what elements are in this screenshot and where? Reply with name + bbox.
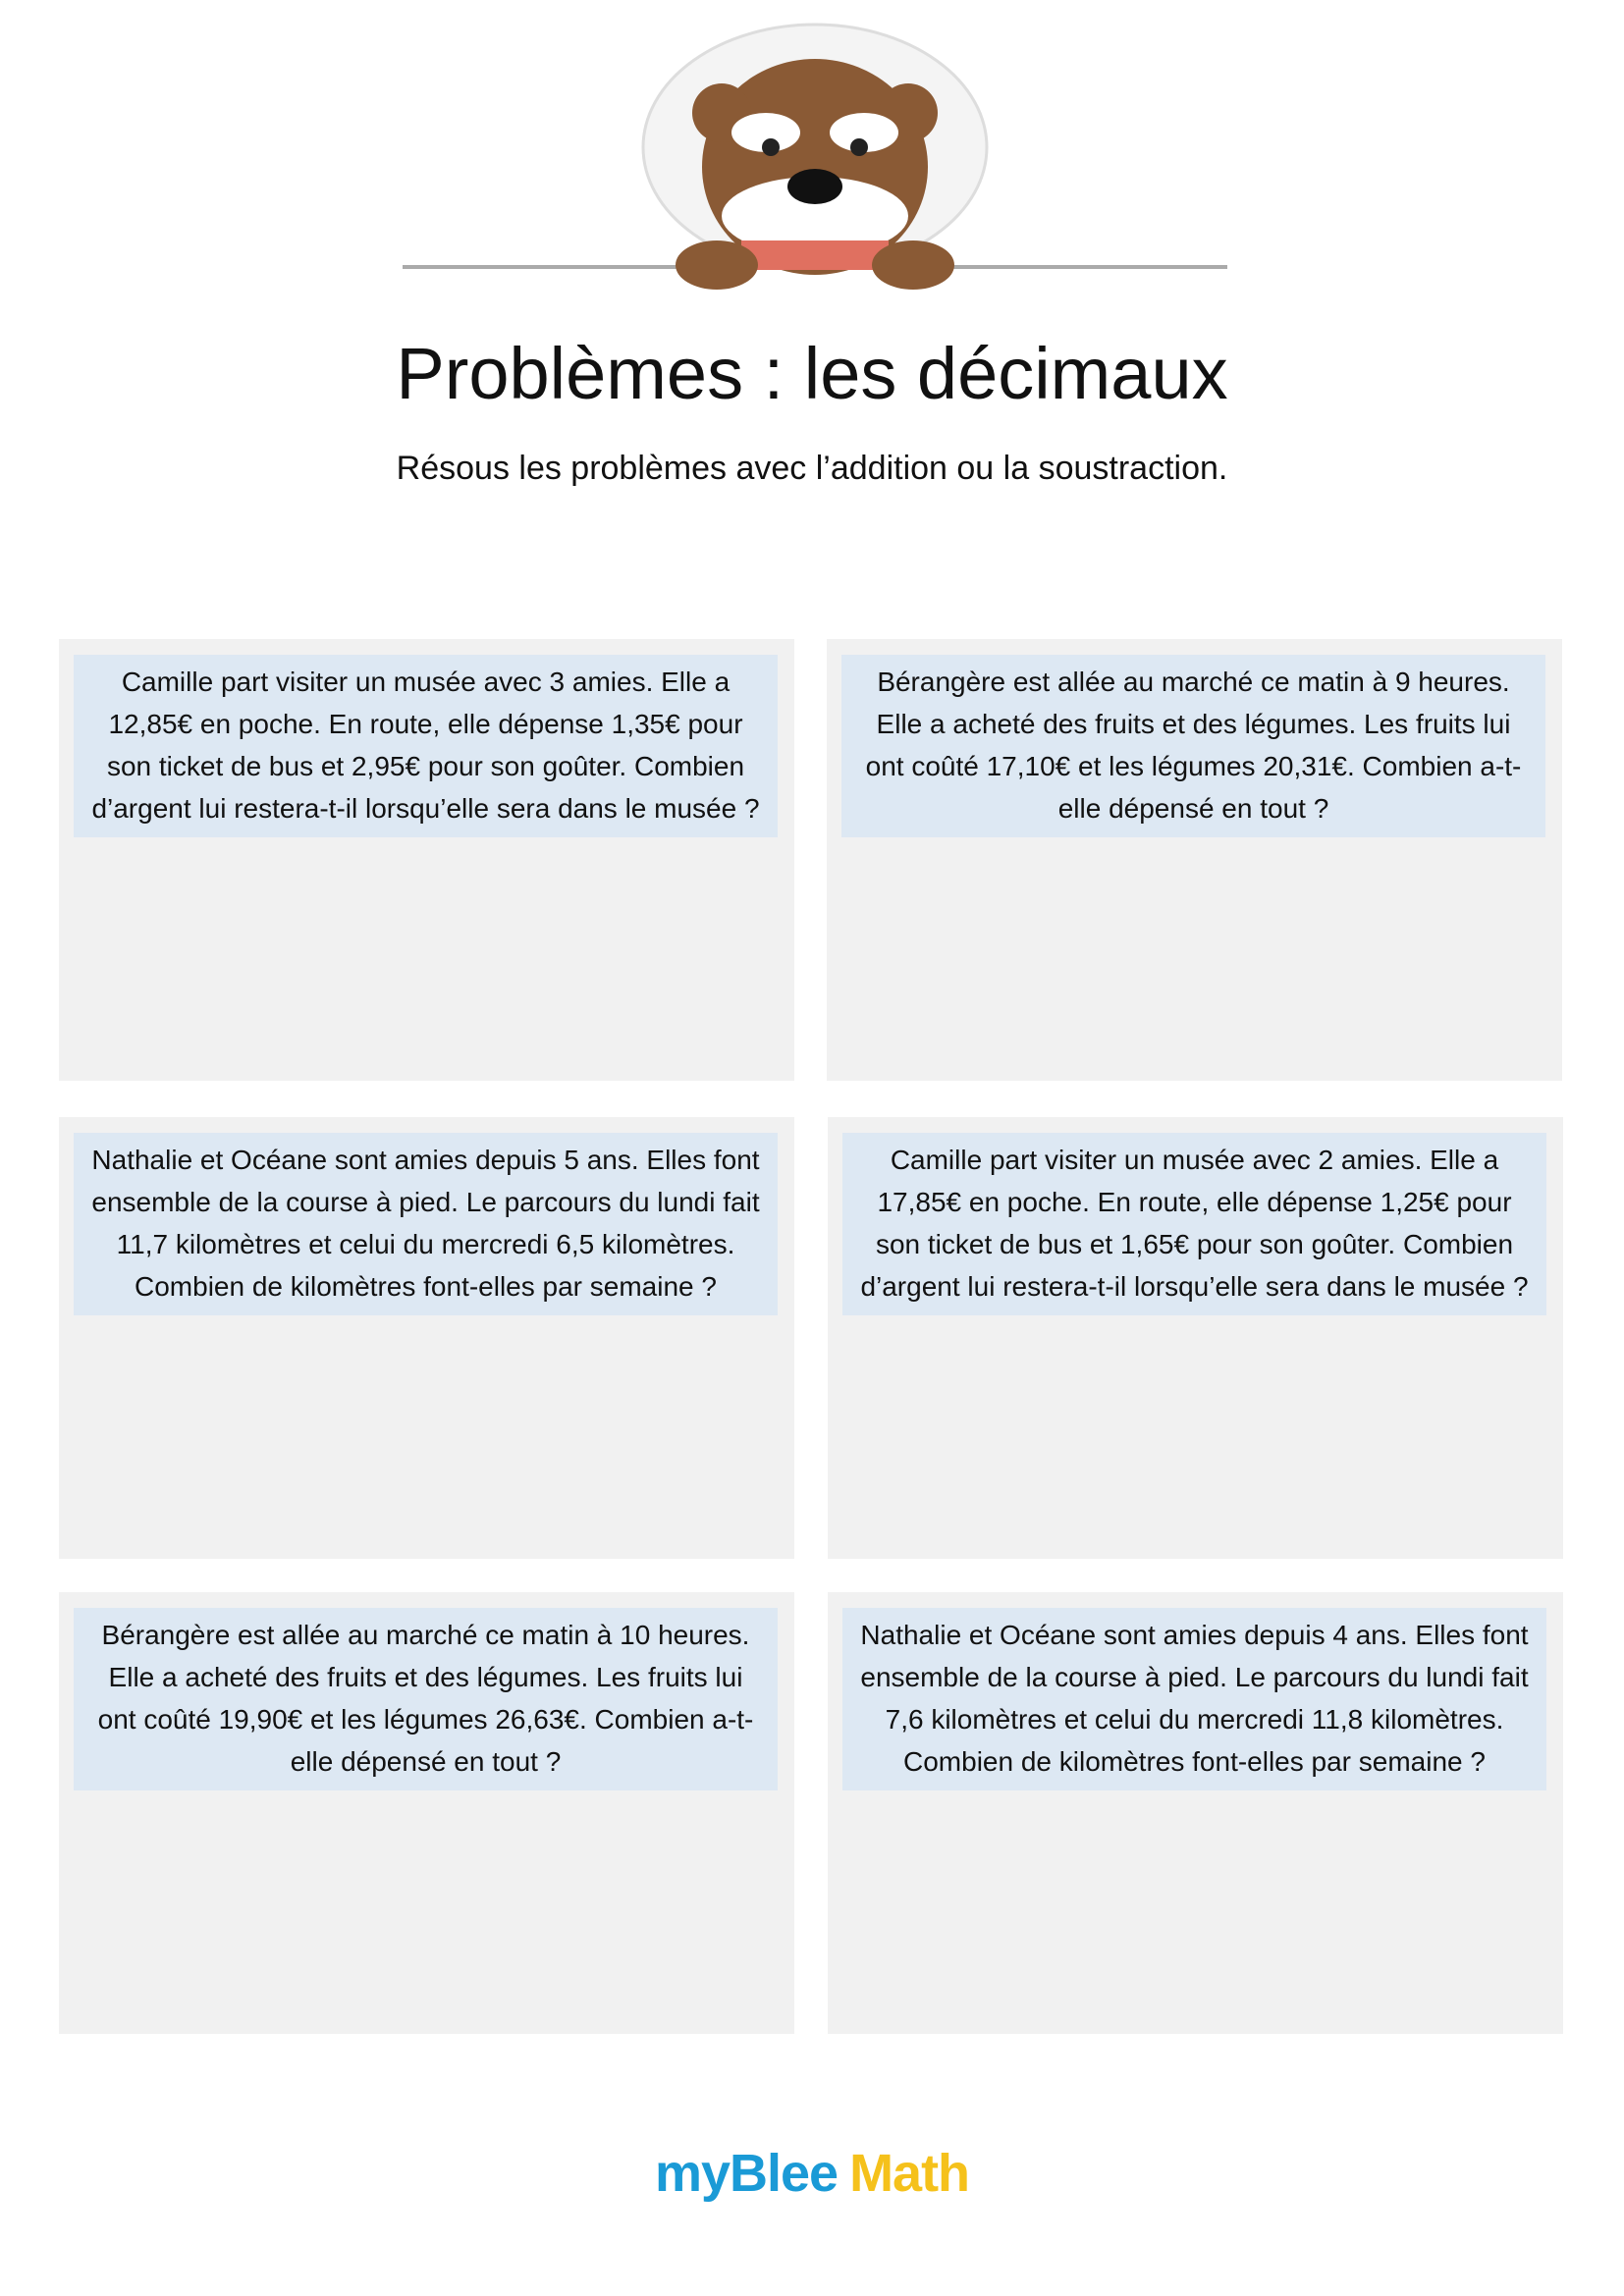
logo-myblee: myBlee xyxy=(654,2144,839,2203)
myblee-math-logo xyxy=(0,2143,1624,2204)
problem-card-4 xyxy=(828,1117,1563,1559)
problem-card-6 xyxy=(828,1592,1563,2034)
problem-text: Nathalie et Océane sont amies depuis 5 ans. Elles font ensemble de la course à pied. Le parcours du lundi fait 11,7 kilomètres et celui du mercredi 6,5 kilomètres. Combien de kilomètres font-elles par semaine ? xyxy=(74,1133,778,1315)
problem-text: Camille part visiter un musée avec 2 amies. Elle a 17,85€ en poche. En route, elle dépense 1,25€ pour son ticket de bus et 1,65€ pour son goûter. Combien d’argent lui restera-t-il lorsqu’elle sera dans le musée ? xyxy=(842,1133,1546,1315)
instructions: Résous les problèmes avec l’addition ou la soustraction. xyxy=(396,450,1228,487)
problem-text: Bérangère est allée au marché ce matin à 9 heures. Elle a acheté des fruits et des légumes. Les fruits lui ont coûté 17,10€ et les légumes 20,31€. Combien a-t-elle dépensé en tout ? xyxy=(841,655,1545,837)
bear-mascot-illustration xyxy=(398,20,1232,299)
problem-text: Bérangère est allée au marché ce matin à 10 heures. Elle a acheté des fruits et des légumes. Les fruits lui ont coûté 19,90€ et les légumes 26,63€. Combien a-t-elle dépensé en tout ? xyxy=(74,1608,778,1790)
problem-card-1 xyxy=(59,639,794,1081)
page-title: Problèmes : les décimaux xyxy=(396,333,1228,414)
logo-math: Math xyxy=(849,2144,970,2203)
problem-text: Nathalie et Océane sont amies depuis 4 ans. Elles font ensemble de la course à pied. Le parcours du lundi fait 7,6 kilomètres et celui du mercredi 11,8 kilomètres. Combien de kilomètres font-elles par semaine ? xyxy=(842,1608,1546,1790)
problem-text: Camille part visiter un musée avec 3 amies. Elle a 12,85€ en poche. En route, elle dépense 1,35€ pour son ticket de bus et 2,95€ pour son goûter. Combien d’argent lui restera-t-il lorsqu’elle sera dans le musée ? xyxy=(74,655,778,837)
problem-card-3 xyxy=(59,1117,794,1559)
problem-card-2 xyxy=(827,639,1562,1081)
problem-card-5 xyxy=(59,1592,794,2034)
